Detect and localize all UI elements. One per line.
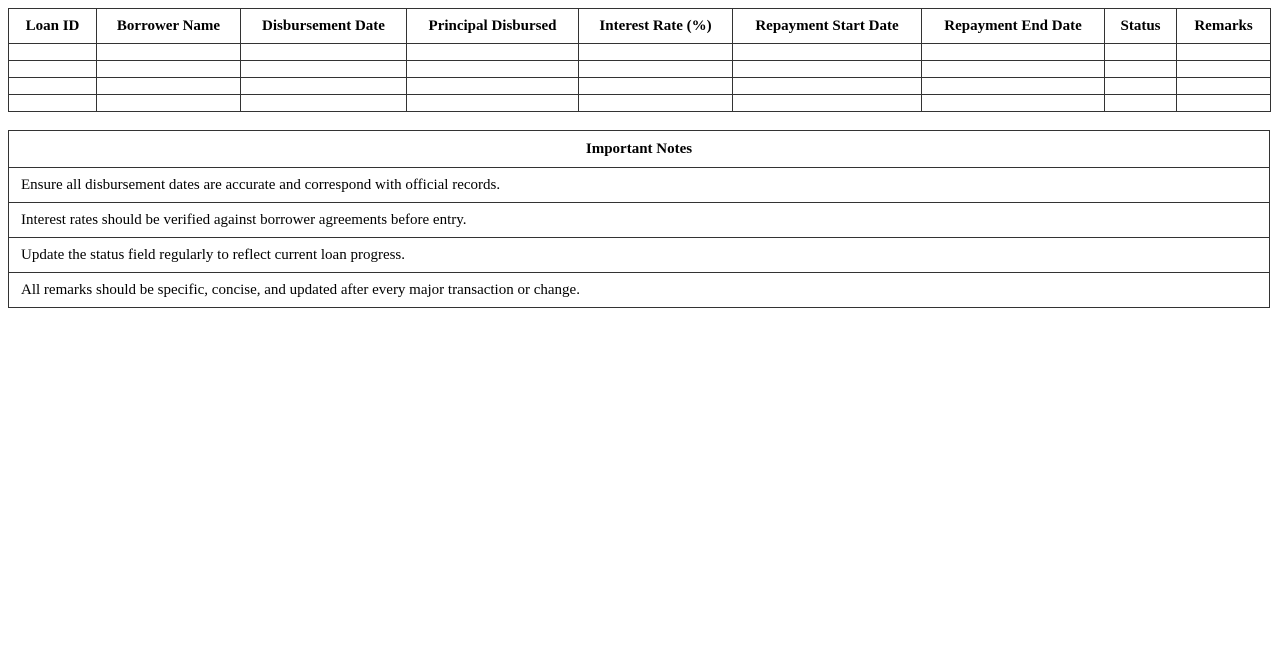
table-cell[interactable] [97, 44, 241, 61]
table-row [9, 78, 1271, 95]
table-cell[interactable] [1177, 95, 1271, 112]
table-cell[interactable] [1177, 78, 1271, 95]
table-cell[interactable] [1105, 44, 1177, 61]
table-cell[interactable] [9, 95, 97, 112]
document-page [8, 8, 1270, 308]
header-repayment-end-date: Repayment End Date [922, 9, 1105, 44]
table-cell[interactable] [407, 95, 579, 112]
table-header-row [9, 9, 1271, 44]
header-loan-id: Loan ID [9, 9, 97, 44]
table-cell[interactable] [1105, 61, 1177, 78]
note-text: Ensure all disbursement dates are accurate and correspond with official records. [9, 168, 1270, 203]
table-cell[interactable] [733, 44, 922, 61]
table-cell[interactable] [733, 78, 922, 95]
note-text: Interest rates should be verified against borrower agreements before entry. [9, 203, 1270, 238]
list-item [9, 273, 1270, 308]
table-cell[interactable] [407, 61, 579, 78]
table-cell[interactable] [733, 61, 922, 78]
table-cell[interactable] [579, 78, 733, 95]
table-cell[interactable] [1177, 61, 1271, 78]
header-remarks: Remarks [1177, 9, 1271, 44]
table-cell[interactable] [922, 44, 1105, 61]
table-cell[interactable] [241, 95, 407, 112]
note-text: All remarks should be specific, concise, and updated after every major transaction or change. [9, 273, 1270, 308]
table-cell[interactable] [97, 95, 241, 112]
table-cell[interactable] [407, 44, 579, 61]
table-cell[interactable] [733, 95, 922, 112]
list-item [9, 203, 1270, 238]
table-cell[interactable] [579, 95, 733, 112]
table-cell[interactable] [922, 95, 1105, 112]
table-cell[interactable] [1177, 44, 1271, 61]
table-row [9, 61, 1271, 78]
table-cell[interactable] [9, 44, 97, 61]
table-cell[interactable] [9, 61, 97, 78]
table-cell[interactable] [922, 61, 1105, 78]
notes-title: Important Notes [9, 131, 1270, 168]
table-cell[interactable] [407, 78, 579, 95]
loan-disbursement-table [8, 8, 1271, 112]
table-cell[interactable] [922, 78, 1105, 95]
table-cell[interactable] [241, 78, 407, 95]
header-repayment-start-date: Repayment Start Date [733, 9, 922, 44]
list-item [9, 238, 1270, 273]
header-status: Status [1105, 9, 1177, 44]
table-cell[interactable] [579, 61, 733, 78]
notes-header-row [9, 131, 1270, 168]
list-item [9, 168, 1270, 203]
table-cell[interactable] [579, 44, 733, 61]
table-cell[interactable] [1105, 78, 1177, 95]
header-disbursement-date: Disbursement Date [241, 9, 407, 44]
table-cell[interactable] [97, 78, 241, 95]
table-cell[interactable] [241, 61, 407, 78]
table-cell[interactable] [241, 44, 407, 61]
table-cell[interactable] [1105, 95, 1177, 112]
table-cell[interactable] [9, 78, 97, 95]
table-row [9, 95, 1271, 112]
header-interest-rate: Interest Rate (%) [579, 9, 733, 44]
header-principal-disbursed: Principal Disbursed [407, 9, 579, 44]
header-borrower-name: Borrower Name [97, 9, 241, 44]
note-text: Update the status field regularly to reflect current loan progress. [9, 238, 1270, 273]
important-notes-table [8, 130, 1270, 308]
table-row [9, 44, 1271, 61]
table-cell[interactable] [97, 61, 241, 78]
